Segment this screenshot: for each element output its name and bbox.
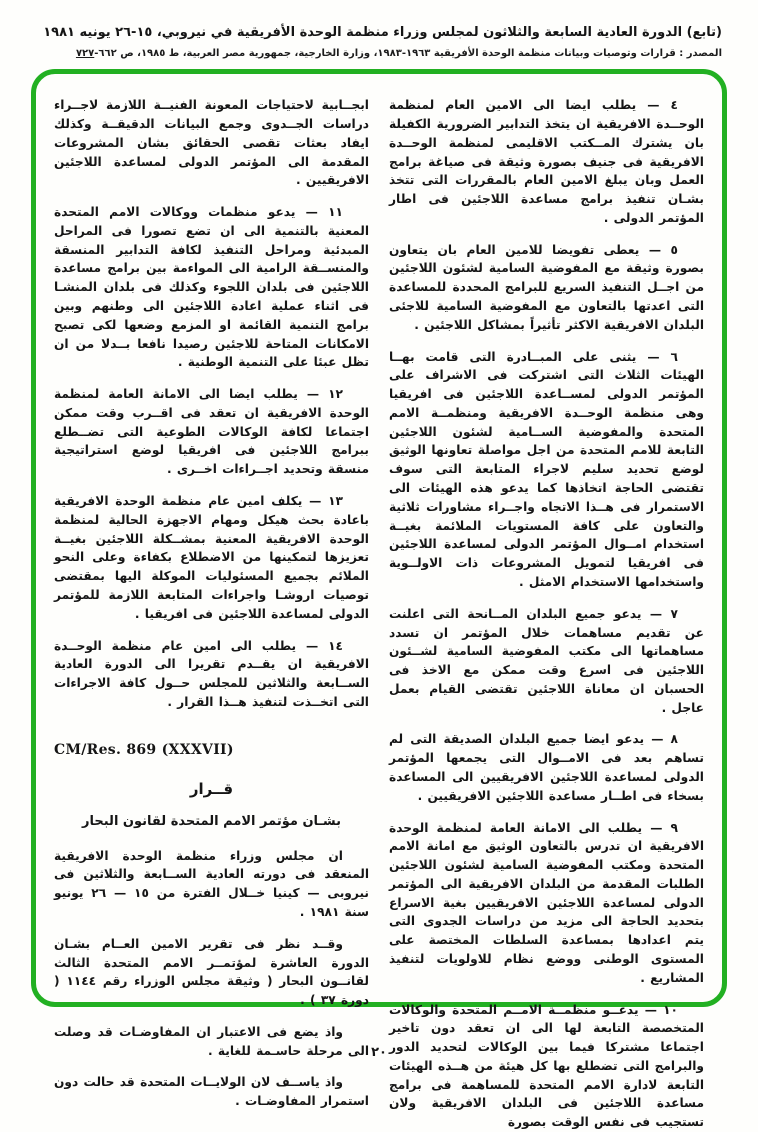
document-source-line (36, 48, 722, 59)
source-page-range: ٧٢٧ (75, 48, 95, 60)
document-title: (تابع) الدورة العادية السابعة والثلاثون لمجلس وزراء منظمة الوحدة الأفريقية في نيروبي، ١٥-٢٦ يونيه ١٩٨١ (43, 25, 722, 40)
page-header (0, 0, 758, 59)
resolution-number: CM/Res. 869 (XXXVII) (54, 741, 234, 758)
paragraph-6: ٦ — يثنى على المبــادرة التى قامت بهــا الهيئات الثلاث التى اشتركت فى الاشراف على المؤتمر الدولى لمســاعدة اللاجئين فى افريقيا وهى منظمة الوحــدة الافريقية ومنظمــة الامم المتحدة والمفوضية الســامية لشئون اللاجئين التابعة للامم المتحدة من اجل مواصلة تعاونها الوثيق لوضع تحديد سليم لاجراء المتابعة التى سوف تقتضى الحاجة اتخاذها كما يدعو هذه الهيئات الى الاستمرار فى هــذا الاتجاه واجــراء مشاورات ثلاثية والتعاون على كافة المستويات الملائمة بغيــة استخدام امــوال المؤتمر الدولى لمساعدة اللاجئين فى افريقيا لتمويل المشروعات ذات الاولــوية واستخدامها الاستخدام الامثل . (389, 349, 704, 589)
resolution-preamble-1: ان مجلس وزراء منظمة الوحدة الافريقية المنعقد فى دورته العادية الســابعة والثلاثين فى نيروبى — كينيا خــلال الفترة من ١٥ — ٢٦ يونيو سنة ١٩٨١ . (54, 848, 369, 919)
paragraph-10-continuation: ابجــابية لاحتياجات المعونة الفنيــة اللازمة لاجــراء دراسات الجــدوى وجمع البيانات الدقيقــة وكذلك ايفاد بعثات تقصى الحقائق بشان المشروعات المقدمة الى المؤتمر الدولى لمساعدة اللاجئين الافريقيين . (54, 98, 369, 188)
paragraph-14: ١٤ — يطلب الى امين عام منظمة الوحــدة الافريقية ان يقــدم تقريرا الى الدورة العادية الســابعة والثلاثين للمجلس حــول كافة الاجراءات التى اتخــذت لتنفيذ هــذا القرار . (54, 638, 369, 709)
source-text: المصدر : قرارات وتوصيات وبيانات منظمة الوحدة الأفريقية ١٩٦٣-١٩٨٣، وزارة الخارجية، جمهورية مصر العربية، ط ١٩٨٥، ص ٦٦٢- (94, 48, 722, 60)
resolution-preamble-4: واذ ياســف لان الولايــات المتحدة قد حالت دون استمرار المفاوضـات . (54, 1075, 369, 1109)
paragraph-7: ٧ — يدعو جميع البلدان المــانحة التى اعلنت عن تقديم مساهمات خلال المؤتمر ان تسدد مساهماتها الى مكتب المفوضية السامية لشــئون اللاجئين فى اسرع وقت ممكن مع الاخذ فى الحسبان ان معاناة اللاجئين تقتضى القيام بعمل عاجل . (389, 606, 704, 715)
paragraph-4: ٤ — يطلب ايضا الى الامين العام لمنظمة الوحــدة الافريقية ان يتخذ التدابير الضرورية الكفيلة بان يشترك المــكتب الاقليمى لمنظمة الوحــدة الافريقية فى جنيف بصورة وثيقة فى صياغة برامج العمل وبان يبلغ الامين العام بالمقررات التى تتخذ بشـان تنفيذ برامج مساعدة اللاجئين فى اطار المؤتمر الدولى . (389, 98, 704, 225)
resolution-preamble-2: وقــد نظر فى تقرير الامين العــام بشـان الدورة العاشرة لمؤتمــر الامم المتحدة الثالث لقانــون البحار ( وثيقة مجلس الوزراء رقم ١١٤٤ ( دورة ٣٧ ) . (54, 936, 369, 1008)
column-left (54, 96, 369, 1109)
page-footer (0, 1041, 758, 1060)
resolution-preamble-3: واذ يضع فى الاعتبار ان المفاوضـات قد وصلت الى مرحلة حاسـمة للغاية . (54, 1024, 369, 1058)
paragraph-9: ٩ — يطلب الى الامانة العامة لمنظمة الوحدة الافريقية ان تدرس بالتعاون الوثيق مع امانة الامم المتحدة ومكتب المفوضية السامية لشئون اللاجئين الطلبات المقدمة من البلدان الافريقية الى المؤتمر الدولى لمساعدة اللاجئين الافريقيين بغية الاسراع بتحديد الحاجة الى مزيد من دراسات الجدوى التى يتم اعدادها بمساعدة السلطات المختصة على المستوى الوطنى ووضع نظام للاولويات لتنفيذ المشاريع . (389, 820, 704, 985)
paragraph-11: ١١ — يدعو منظمات ووكالات الامم المتحدة المعنية بالتنمية الى ان تضع تصورا فى المراحل المبدئية ومراحل التنفيذ لكافة التدابير المنسقة والمنســقة الرامية الى المواءمة بين برامج مساعدة اللاجئين فى بلدان اللجوء وكذلك فى بلدان المنشـا فى اثناء عملية اعادة اللاجئين الى وطنهم وبين برامج التنمية القائمة او المزمع وضعها لكى تصبح الامكانات المتاحة للاجئين رصيدا نافعا بــدلا من ان تظل عبئا على التنمية الوطنية . (54, 205, 369, 370)
paragraph-8: ٨ — يدعو ايضا جميع البلدان الصديقة التى لم تساهم بعد فى الامــوال التى يجمعها المؤتمر الدولى لمساعدة اللاجئين الافريقيين الى المساعدة بسخاء فى اطــار مساعدة اللاجئين الافريقيين . (389, 732, 704, 803)
paragraph-13: ١٣ — يكلف امين عام منظمة الوحدة الافريقية باعادة بحث هيكل ومهام الاجهزة الحالية لمنظمة الوحدة الافريقية المعنية بمشــكلة اللاجئين بغيــة تعزيزها لتمكينها من الاضطلاع بكفاءة وعلى النحو الملائم بجميع المسئوليات الموكلة اليها بمقتضى توصيات اروشـا واجراءات المتابعة اللازمة للمؤتمر الدولى لمساعدة اللاجئين فى افريقيا . (54, 494, 369, 621)
resolution-heading: قــرار (189, 779, 234, 798)
resolution-subject: بشـان مؤتمر الامم المتحدة لقانون البحار (82, 813, 341, 829)
paragraph-5: ٥ — يعطى تفويضا للامين العام بان يتعاون بصورة وثيقة مع المفوضية السامية لشئون اللاجئين من اجــل التنفيذ السريع للبرامج المحددة للمساعدة التى اعدتها بالتعاون مع المفوضية السامية للاجئى البلدان الافريقية الاكثر تأثيراً بمشاكل اللاجئين . (389, 242, 704, 332)
paragraph-12: ١٢ — يطلب ايضا الى الامانة العامة لمنظمة الوحدة الافريقية ان تعقد فى اقــرب وقت ممكن اجتماعا لكافة الوكالات الطوعية التى تضــطلع ببرامج اللاجئين فى افريقيا لوضع استراتيجية منسقة وتحديد اجــراءات اخــرى . (54, 387, 369, 477)
paragraph-10: ١٠ — يدعــو منظمــة الامــم المتحدة والوكالات المتخصصة التابعة لها الى ان تعقد دون تاخير اجتماعا مشتركا فيما بين الوكالات لتحديد الدور والبرامج التى تضطلع بها كل هيئة من هــذه الهيئات التابعة لادارة الامم المتحدة للمساهمة فى برامج مساعدة اللاجئين فى البلدان الافريقية ولان تستجيب فى نفس الوقت بصورة (389, 1002, 704, 1130)
page-number: ٢٠ (371, 1045, 387, 1060)
column-right (389, 96, 704, 1130)
